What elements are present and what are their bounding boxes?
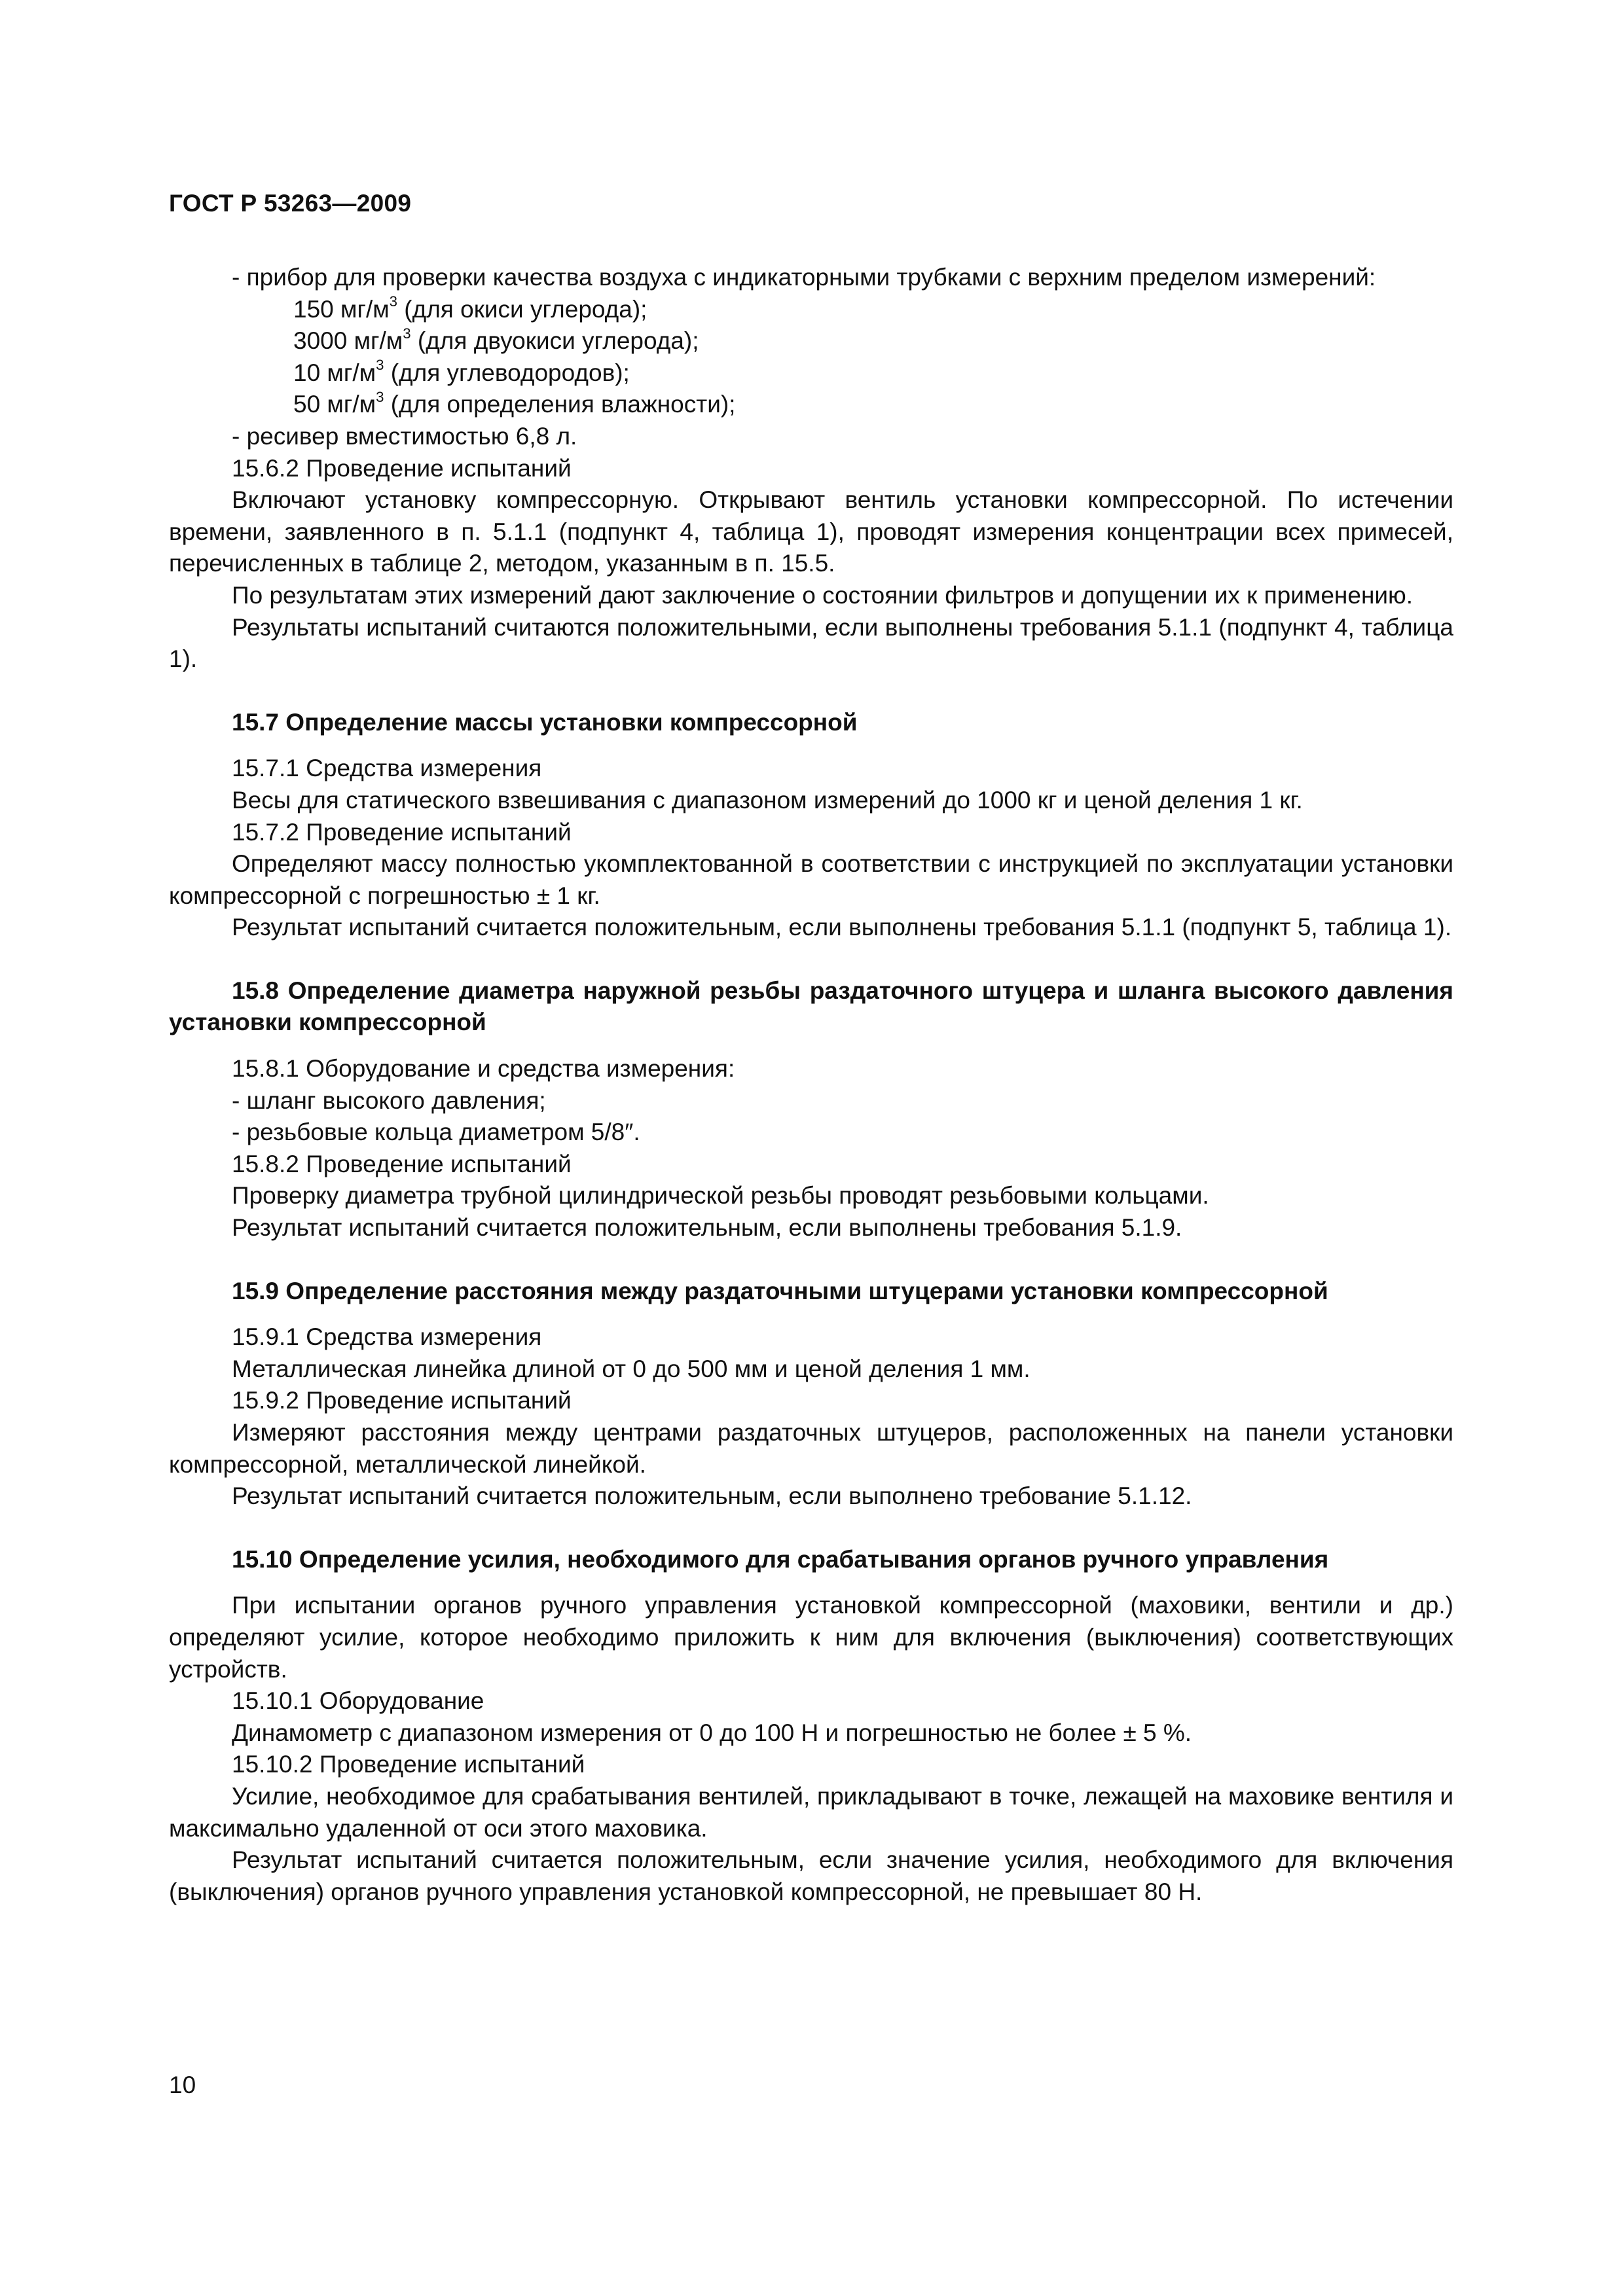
paragraph-15-7-1-scales: Весы для статического взвешивания с диапазоном измерений до 1000 кг и ценой деления 1 кг. — [232, 786, 1303, 814]
subsection-15-8-1-title: 15.8.1 Оборудование и средства измерения: — [232, 1055, 735, 1083]
subsection-15-10-2-title: 15.10.2 Проведение испытаний — [232, 1751, 585, 1778]
paragraph-15-8-2-procedure: Проверку диаметра трубной цилиндрической резьбы проводят резьбовыми кольцами. — [232, 1182, 1209, 1210]
paragraph-15-10-1-dynamometer: Динамометр с диапазоном измерения от 0 до 100 Н и погрешностью не более ± 5 %. — [232, 1719, 1192, 1746]
paragraph-15-6-2-result: Результаты испытаний считаются положительными, если выполнены требования 5.1.1 (подпункт 4, таблица 1). — [169, 613, 1453, 673]
list-item-thread-rings: - резьбовые кольца диаметром 5/8″. — [232, 1119, 640, 1146]
subsection-15-9-2-title: 15.9.2 Проведение испытаний — [232, 1387, 572, 1414]
paragraph-receiver: - ресивер вместимостью 6,8 л. — [232, 422, 577, 450]
paragraph-15-9-2-result: Результат испытаний считается положительным, если выполнено требование 5.1.12. — [232, 1482, 1192, 1510]
page-number: 10 — [169, 2072, 196, 2098]
subsection-15-7-2-title: 15.7.2 Проведение испытаний — [232, 818, 572, 846]
limit-item-carbon-monoxide: 150 $мг/м^3$ (для окиси углерода); — [293, 293, 647, 323]
document-code-header: ГОСТ Р 53263—2009 — [169, 190, 412, 217]
paragraph-15-9-1-ruler: Металлическая линейка длиной от 0 до 500 мм и ценой деления 1 мм. — [232, 1355, 1030, 1382]
subsection-15-10-1-title: 15.10.1 Оборудование — [232, 1687, 484, 1715]
paragraph-15-10-2-procedure: Усилие, необходимое для срабатывания вентилей, прикладывают в точке, лежащей на маховике вентиля и максимально удаленной от оси этого маховика. — [169, 1782, 1453, 1842]
section-15-10-heading: 15.10 Определение усилия, необходимого для срабатывания органов ручного управления — [232, 1545, 1329, 1573]
paragraph-15-8-2-result: Результат испытаний считается положительным, если выполнены требования 5.1.9. — [232, 1214, 1182, 1242]
section-15-7-heading: 15.7 Определение массы установки компрессорной — [232, 708, 858, 736]
paragraph-15-7-2-procedure: Определяют массу полностью укомплектованной в соответствии с инструкцией по эксплуатации установки компрессорной с погрешностью ± 1 кг. — [169, 850, 1453, 909]
list-item-hose: - шланг высокого давления; — [232, 1086, 546, 1114]
paragraph-15-10-intro: При испытании органов ручного управления установкой компрессорной (маховики, вентили и др.) определяют усилие, которое необходимо приложить к ним для включения (выключения) соответствующих устройств. — [169, 1592, 1453, 1683]
paragraph-15-6-2-procedure: Включают установку компрессорную. Открывают вентиль установки компрессорной. По истечении времени, заявленного в п. 5.1.1 (подпункт 4, таблица 1), проводят измерения концентрации всех примесей, перечисленных в таблице 2, методом, указанным в п. 15.5. — [169, 486, 1453, 577]
paragraph-air-quality-device: - прибор для проверки качества воздуха с индикаторными трубками с верхним пределом измерений: — [232, 264, 1376, 291]
paragraph-15-10-2-result: Результат испытаний считается положительным, если значение усилия, необходимого для включения (выключения) органов ручного управления установкой компрессорной, не превышает 80 Н. — [169, 1846, 1453, 1905]
subsection-15-9-1-title: 15.9.1 Средства измерения — [232, 1323, 542, 1351]
subsection-15-8-2-title: 15.8.2 Проведение испытаний — [232, 1150, 572, 1177]
section-15-9-heading: 15.9 Определение расстояния между раздаточными штуцерами установки компрессорной — [232, 1277, 1328, 1304]
paragraph-15-7-2-result: Результат испытаний считается положительным, если выполнены требования 5.1.1 (подпункт 5, таблица 1). — [232, 914, 1452, 941]
section-15-8-heading: 15.8 Определение диаметра наружной резьбы раздаточного штуцера и шланга высокого давления установки компрессорной — [169, 977, 1453, 1036]
document-body — [169, 262, 1453, 1908]
subsection-15-6-2-title: 15.6.2 Проведение испытаний — [232, 454, 572, 482]
limit-item-hydrocarbons: 10 $мг/м^3$ (для углеводородов); — [293, 357, 630, 386]
limit-item-carbon-dioxide: 3000 $мг/м^3$ (для двуокиси углерода); — [293, 325, 699, 355]
paragraph-15-9-2-procedure: Измеряют расстояния между центрами раздаточных штуцеров, расположенных на панели установки компрессорной, металлической линейкой. — [169, 1419, 1453, 1478]
subsection-15-7-1-title: 15.7.1 Средства измерения — [232, 755, 542, 782]
limit-item-humidity: 50 $мг/м^3$ (для определения влажности); — [293, 388, 736, 418]
paragraph-15-6-2-conclusion: По результатам этих измерений дают заключение о состоянии фильтров и допущении их к применению. — [232, 581, 1413, 609]
